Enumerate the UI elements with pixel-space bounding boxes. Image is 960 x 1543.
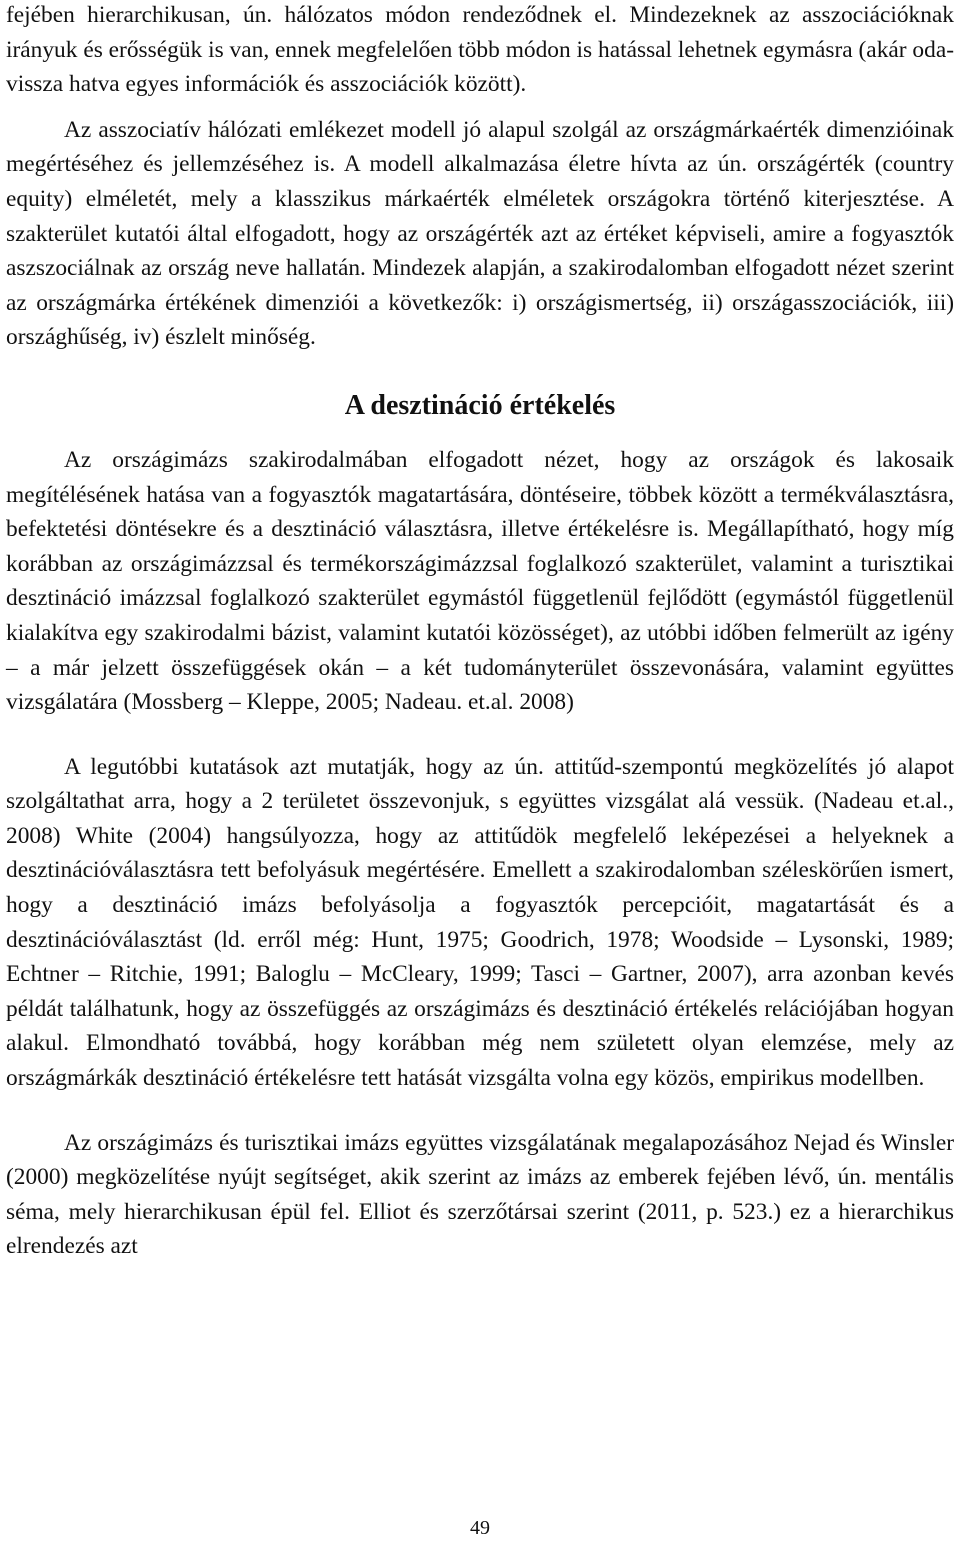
page-number: 49 [470,1517,490,1539]
section-heading: A desztináció értékelés [344,389,616,421]
paragraph-continuation: fejében hierarchikusan, ún. hálózatos módon rendeződnek el. Mindezeknek az asszociációknak irányuk és erősségük is van, ennek megfelelően több módon is hatással lehetnek egymásra (akár oda-vissza hatva egyes információk és asszociációk között). [6,2,954,98]
paragraph-country-equity: Az asszociatív hálózati emlékezet modell jó alapul szolgál az országmárkaérték dimenzióinak megértéséhez és jellemzéséhez is. A modell alkalmazása életre hívta az ún. országérték (country equity) elméletét, mely a klasszikus márkaérték elméletek országokra történő kiterjesztése. A szakterület kutatói által elfogadott, hogy az országérték azt az értéket képviseli, amire a fogyasztók aszszociálnak az ország neve hallatán. Mindezek alapján, a szakirodalomban elfogadott nézet szerint az országmárka értékének dimenziói a következők: i) országismertség, ii) országasszociációk, iii) országhűség, iv) észlelt minőség. [6,116,954,351]
paragraph-recent-research: A legutóbbi kutatások azt mutatják, hogy az ún. attitűd-szempontú megközelítés jó alapot szolgáltathat arra, hogy a 2 területet összevonjuk, s együttes vizsgálat alá vessük. (Nadeau et.al., 2008) White (2004) hangsúlyozza, hogy az attitűdök megfelelő leképezései a helyeknek a desztinációválasztásra tett befolyásuk megértésére. Emellett a szakirodalomban széleskörűen ismert, hogy a desztináció imázs befolyásolja a fogyasztók percepcióit, magatartását és a desztinációválasztást (ld. erről még: Hunt, 1975; Goodrich, 1978; Woodside – Lysonski, 1989; Echtner – Ritchie, 1991; Baloglu – McCleary, 1999; Tasci – Gartner, 2007), arra azonban kevés példát találhatunk, hogy az összefüggés az országimázs és desztináció értékelés relációjában hogyan alakul. Elmondható továbbá, hogy korábban még nem született olyan elemzése, mely az országmárkák desztináció értékelésre tett hatását vizsgálta volna egy közös, empirikus modellben. [6,753,954,1092]
paragraph-tourism-image: Az országimázs és turisztikai imázs együttes vizsgálatának megalapozásához Nejad és Winsler (2000) megközelítése nyújt segítséget, akik szerint az imázs az emberek fejében lévő, ún. mentális séma, mely hierarchikusan épül fel. Elliot és szerzőtársai szerint (2011, p. 523.) ez a hierarchikus elrendezés azt [6,1129,954,1260]
paragraph-country-image: Az országimázs szakirodalmában elfogadott nézet, hogy az országok és lakosaik megítélésének hatása van a fogyasztók magatartására, döntéseire, többek között a termékválasztásra, befektetési döntésekre és a desztináció választásra, illetve értékelésre is. Megállapítható, hogy míg korábban az országimázzsal és termékországimázzsal foglalkozó szakterület, valamint a turisztikai desztináció imázzsal foglalkozó szakterület egymástól függetlenül fejlődött (egymástól függetlenül kialakítva egy szakirodalmi bázist, valamint kutatói közösséget), az utóbbi időben felmerült az igény – a már jelzett összefüggések okán – a két tudományterület összevonására, valamint együttes vizsgálatára (Mossberg – Kleppe, 2005; Nadeau. et.al. 2008) [6,446,954,716]
document-page [6,0,954,1264]
